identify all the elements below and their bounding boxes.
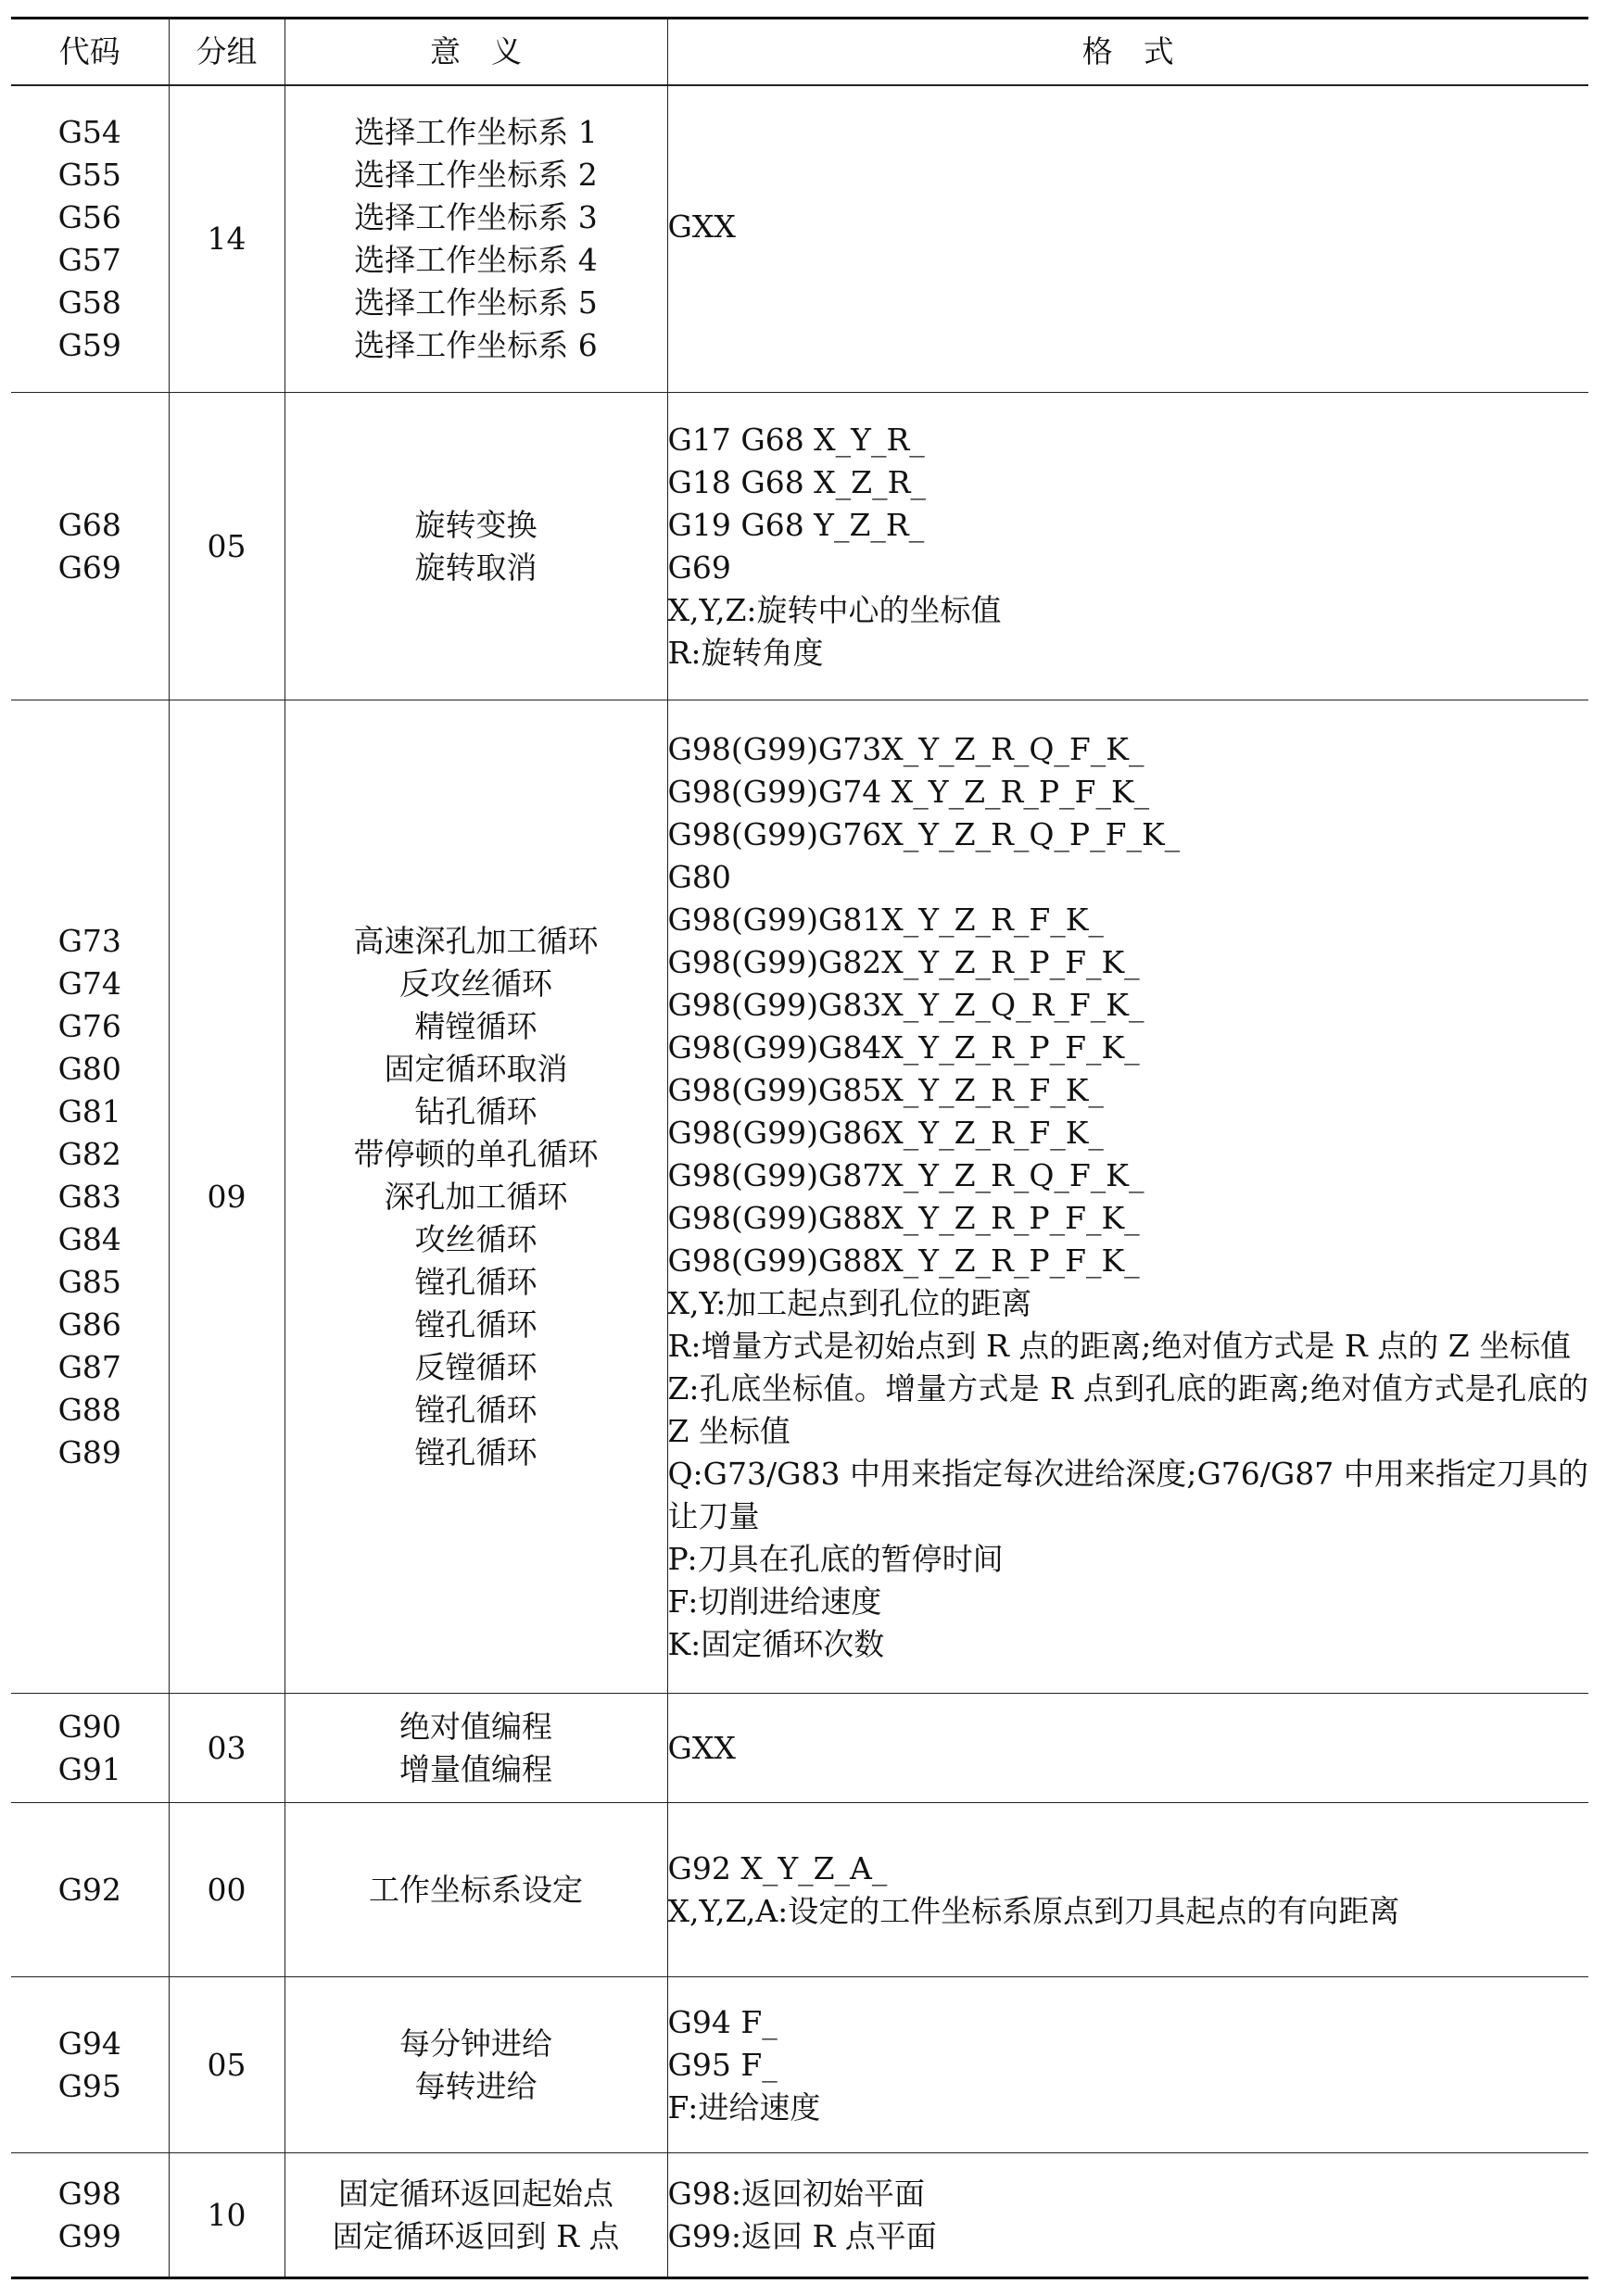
meaning-text: 镗孔循环: [414, 1306, 537, 1343]
code-cell: [11, 1977, 169, 2153]
format-cell: [667, 1694, 1588, 1803]
group-cell: 14: [169, 85, 285, 393]
code-text: G99: [57, 2217, 121, 2254]
code-cell: [11, 700, 169, 1694]
format-text: G98(G99)G73X_Y_Z_R_Q_F_K_: [667, 730, 1144, 767]
meaning-text: 镗孔循环: [414, 1263, 537, 1300]
header-meaning: 意 义: [285, 19, 667, 85]
format-text: G98(G99)G81X_Y_Z_R_F_K_: [667, 901, 1104, 938]
format-text: G98(G99)G87X_Y_Z_R_Q_F_K_: [667, 1156, 1144, 1193]
code-text: G58: [57, 284, 121, 321]
format-cell: [667, 393, 1588, 700]
format-cell: [667, 2153, 1588, 2278]
meaning-text: 固定循环返回到 R 点: [332, 2217, 620, 2254]
group-cell: 09: [169, 700, 285, 1694]
format-text: G98(G99)G86X_Y_Z_R_F_K_: [667, 1114, 1104, 1151]
code-text: G87: [57, 1348, 121, 1385]
table-row: [11, 2153, 1588, 2278]
format-text: G98(G99)G88X_Y_Z_R_P_F_K_: [667, 1199, 1140, 1236]
group-cell: 05: [169, 393, 285, 700]
meaning-text: 高速深孔加工循环: [353, 922, 599, 959]
code-text: G94: [57, 2025, 121, 2062]
format-text: G98(G99)G76X_Y_Z_R_Q_P_F_K_: [667, 815, 1181, 852]
code-text: G56: [57, 198, 121, 235]
meaning-text: 旋转取消: [414, 549, 537, 586]
format-text: G98(G99)G88X_Y_Z_R_P_F_K_: [667, 1242, 1140, 1279]
code-text: G86: [57, 1306, 121, 1343]
code-text: G69: [57, 549, 121, 586]
format-text: G18 G68 X_Z_R_: [667, 463, 926, 500]
header-format: 格 式: [667, 19, 1588, 85]
format-text: GXX: [667, 1729, 736, 1766]
table-row: [11, 700, 1588, 1694]
meaning-cell: [285, 1977, 667, 2153]
header-group: 分组: [169, 19, 285, 85]
code-text: G98: [57, 2175, 121, 2212]
meaning-text: 选择工作坐标系 1: [354, 113, 598, 150]
code-text: G80: [57, 1050, 121, 1087]
code-text: G57: [57, 241, 121, 278]
format-note: X,Y,Z,A:设定的工件坐标系原点到刀具起点的有向距离: [667, 1892, 1400, 1929]
meaning-text: 选择工作坐标系 6: [354, 326, 598, 363]
group-cell: 00: [169, 1803, 285, 1977]
meaning-text: 反攻丝循环: [399, 965, 552, 1002]
code-cell: [11, 2153, 169, 2278]
meaning-text: 每转进给: [414, 2067, 537, 2104]
meaning-text: 反镗循环: [414, 1348, 537, 1385]
format-text: GXX: [667, 208, 736, 245]
group-cell: 05: [169, 1977, 285, 2153]
code-text: G68: [57, 506, 121, 543]
meaning-text: 深孔加工循环: [384, 1178, 568, 1215]
table-row: [11, 1803, 1588, 1977]
format-text: F:切削进给速度: [667, 1583, 882, 1620]
format-cell: [667, 700, 1588, 1694]
code-text: G55: [57, 156, 121, 193]
code-text: G83: [57, 1178, 121, 1215]
format-text: G98:返回初始平面: [667, 2175, 925, 2212]
format-text: G98(G99)G84X_Y_Z_R_P_F_K_: [667, 1028, 1140, 1066]
meaning-text: 攻丝循环: [414, 1220, 537, 1257]
format-note: Z:孔底坐标值。增量方式是 R 点到孔底的距离;绝对值方式是孔底的 Z 坐标值: [667, 1369, 1588, 1449]
format-text: G98(G99)G85X_Y_Z_R_F_K_: [667, 1071, 1104, 1108]
code-cell: [11, 1803, 169, 1977]
meaning-text: 绝对值编程: [399, 1708, 552, 1745]
meaning-text: 选择工作坐标系 2: [354, 156, 598, 193]
format-text: G80: [667, 858, 731, 895]
code-text: G88: [57, 1391, 121, 1428]
table-header-row: [11, 19, 1588, 85]
code-text: G95: [57, 2067, 121, 2104]
format-text: G95 F_: [667, 2046, 778, 2083]
format-text: G99:返回 R 点平面: [667, 2217, 937, 2254]
meaning-text: 选择工作坐标系 4: [354, 241, 598, 278]
format-text: G92 X_Y_Z_A_: [667, 1849, 888, 1886]
table-row: [11, 1977, 1588, 2153]
format-text: P:刀具在孔底的暂停时间: [667, 1540, 1004, 1577]
group-cell: 03: [169, 1694, 285, 1803]
code-text: G89: [57, 1433, 121, 1470]
format-text: G98(G99)G82X_Y_Z_R_P_F_K_: [667, 943, 1140, 980]
meaning-text: 固定循环返回起始点: [338, 2175, 613, 2212]
meaning-cell: [285, 85, 667, 393]
meaning-text: 选择工作坐标系 3: [354, 198, 598, 235]
code-text: G85: [57, 1263, 121, 1300]
code-cell: [11, 1694, 169, 1803]
format-note: R:增量方式是初始点到 R 点的距离;绝对值方式是 R 点的 Z 坐标值: [667, 1327, 1572, 1364]
format-text: R:旋转角度: [667, 634, 824, 671]
format-text: X,Y,Z:旋转中心的坐标值: [667, 591, 1002, 628]
meaning-text: 每分钟进给: [399, 2025, 552, 2062]
meaning-text: 工作坐标系设定: [369, 1871, 583, 1908]
code-text: G73: [57, 922, 121, 959]
meaning-text: 带停顿的单孔循环: [353, 1135, 599, 1172]
meaning-text: 固定循环取消: [384, 1050, 568, 1087]
group-cell: 10: [169, 2153, 285, 2278]
format-text: G19 G68 Y_Z_R_: [667, 506, 925, 543]
meaning-text: 钻孔循环: [414, 1092, 537, 1129]
table-row: [11, 1694, 1588, 1803]
code-text: G90: [57, 1708, 121, 1745]
format-text: G94 F_: [667, 2003, 778, 2040]
meaning-cell: [285, 2153, 667, 2278]
format-text: G17 G68 X_Y_R_: [667, 421, 925, 458]
format-text: X,Y:加工起点到孔位的距离: [667, 1284, 1032, 1321]
format-text: G98(G99)G83X_Y_Z_Q_R_F_K_: [667, 986, 1144, 1023]
code-text: G82: [57, 1135, 121, 1172]
code-text: G84: [57, 1220, 121, 1257]
code-cell: [11, 393, 169, 700]
code-text: G92: [57, 1871, 121, 1908]
meaning-text: 选择工作坐标系 5: [354, 284, 598, 321]
meaning-cell: [285, 700, 667, 1694]
format-note: Q:G73/G83 中用来指定每次进给深度;G76/G87 中用来指定刀具的让刀量: [667, 1455, 1588, 1534]
meaning-text: 精镗循环: [414, 1007, 537, 1044]
code-text: G74: [57, 965, 121, 1002]
format-text: K:固定循环次数: [667, 1625, 885, 1662]
code-text: G81: [57, 1092, 121, 1129]
meaning-cell: [285, 1694, 667, 1803]
meaning-text: 镗孔循环: [414, 1433, 537, 1470]
spacer: [668, 248, 1589, 272]
format-text: G98(G99)G74 X_Y_Z_R_P_F_K_: [667, 773, 1150, 810]
format-cell: [667, 85, 1588, 393]
meaning-text: 镗孔循环: [414, 1391, 537, 1428]
meaning-text: 旋转变换: [414, 506, 537, 543]
format-cell: [667, 1803, 1588, 1977]
format-text: G69: [667, 549, 731, 586]
format-cell: [667, 1977, 1588, 2153]
table-row: [11, 393, 1588, 700]
code-text: G76: [57, 1007, 121, 1044]
header-code: 代码: [11, 19, 169, 85]
code-cell: [11, 85, 169, 393]
gcode-table: [11, 17, 1588, 2279]
format-text: F:进给速度: [667, 2088, 821, 2126]
code-text: G91: [57, 1750, 121, 1787]
table-row: [11, 85, 1588, 393]
meaning-cell: [285, 1803, 667, 1977]
code-text: G59: [57, 326, 121, 363]
code-text: G54: [57, 113, 121, 150]
meaning-cell: [285, 393, 667, 700]
meaning-text: 增量值编程: [399, 1750, 552, 1787]
